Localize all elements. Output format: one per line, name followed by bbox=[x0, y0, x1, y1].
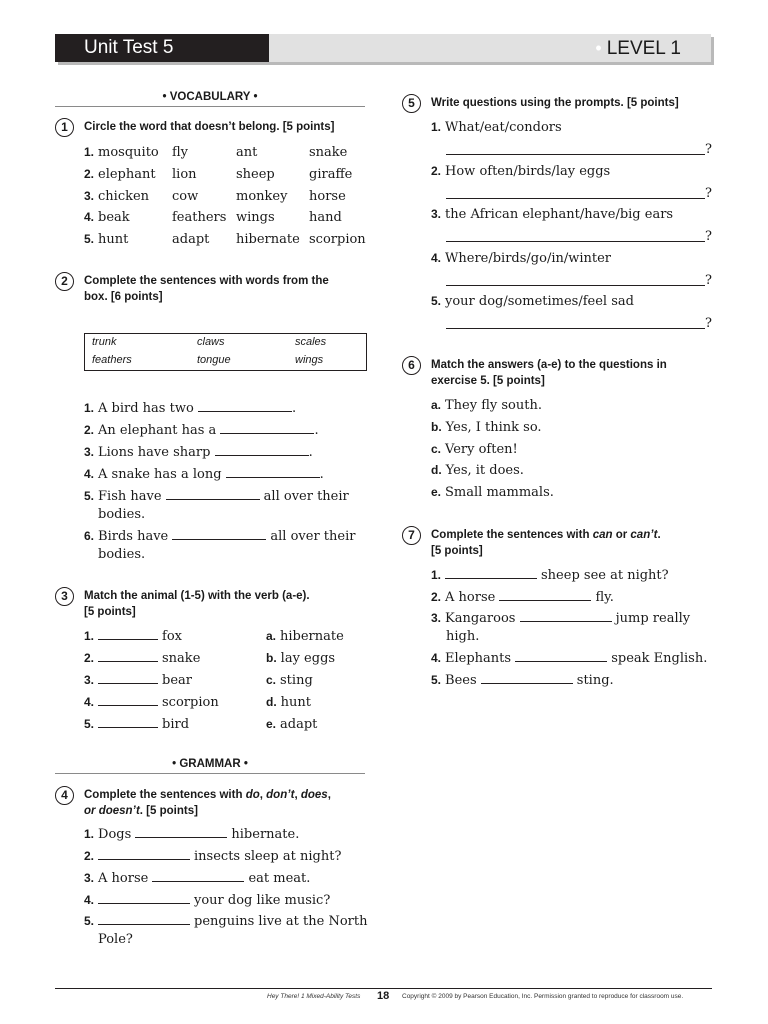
answer-line[interactable] bbox=[446, 328, 705, 329]
sentence-end: penguins live at the North bbox=[194, 914, 368, 929]
sentence-start: Bees bbox=[445, 673, 477, 688]
sentence-continuation: bodies. bbox=[98, 507, 146, 522]
option-letter: c. bbox=[266, 673, 277, 687]
word-option: sheep bbox=[236, 166, 275, 182]
exercise-7-title bbox=[431, 527, 661, 559]
answer-blank[interactable] bbox=[226, 476, 320, 478]
word-box-item: trunk bbox=[92, 336, 117, 348]
question-mark: ? bbox=[705, 229, 712, 244]
answer-line[interactable] bbox=[446, 241, 705, 242]
unit-title: Unit Test 5 bbox=[55, 34, 269, 62]
exercise-7-points: [5 points] bbox=[431, 545, 483, 557]
keyword-does: does bbox=[300, 789, 328, 801]
verb-text: hibernate bbox=[280, 629, 344, 644]
word-option: giraffe bbox=[309, 166, 353, 182]
answer-item bbox=[431, 420, 542, 435]
answer-blank[interactable] bbox=[515, 660, 607, 662]
word-option: cow bbox=[172, 188, 199, 204]
sentence-start: A snake has a long bbox=[98, 467, 222, 482]
answer-item bbox=[431, 398, 542, 413]
option-letter: d. bbox=[266, 695, 277, 709]
item-number: 3. bbox=[84, 673, 95, 687]
option-letter: e. bbox=[431, 485, 442, 500]
verb-text: hunt bbox=[280, 695, 312, 710]
option-letter: a. bbox=[431, 398, 442, 412]
answer-blank[interactable] bbox=[215, 454, 309, 456]
sentence-end: . bbox=[314, 423, 319, 438]
option-letter: e. bbox=[266, 717, 277, 731]
prompt-item bbox=[431, 164, 610, 179]
sentence-item bbox=[431, 651, 707, 666]
sentence-end: hibernate. bbox=[231, 827, 300, 842]
answer-item bbox=[431, 442, 518, 457]
item-number: 4. bbox=[431, 250, 442, 265]
item-number: 3. bbox=[84, 188, 95, 203]
sentence-item bbox=[431, 673, 614, 688]
item-number: 4. bbox=[84, 695, 95, 709]
sentence-item bbox=[84, 871, 310, 886]
animal-name: scorpion bbox=[162, 695, 219, 710]
sentence-start: A bird has two bbox=[98, 401, 194, 416]
animal-name: bird bbox=[162, 717, 190, 732]
exercise-3-number: 3 bbox=[55, 587, 74, 606]
match-item bbox=[84, 717, 189, 732]
item-number: 4. bbox=[84, 210, 95, 225]
answer-text: They fly south. bbox=[445, 398, 542, 413]
item-number: 5. bbox=[84, 489, 95, 503]
answer-blank[interactable] bbox=[98, 726, 158, 728]
sentence-item bbox=[431, 590, 614, 605]
item-number: 1. bbox=[84, 145, 95, 159]
answer-blank[interactable] bbox=[98, 923, 190, 925]
verb-option bbox=[266, 629, 344, 644]
sentence-end: sting. bbox=[576, 673, 614, 688]
exercise-2-title bbox=[84, 273, 329, 305]
word-box-item: scales bbox=[295, 336, 327, 348]
sentence-end: all over their bbox=[263, 489, 349, 504]
prompt-text: Where/birds/go/in/winter bbox=[445, 250, 612, 266]
answer-blank[interactable] bbox=[98, 638, 158, 640]
word-box-item: wings bbox=[295, 354, 324, 366]
sentence-start: An elephant has a bbox=[98, 423, 217, 438]
verb-text: sting bbox=[280, 673, 313, 688]
sentence-end: sheep see at night? bbox=[541, 568, 669, 583]
exercise-2-title-line1: Complete the sentences with words from the bbox=[84, 275, 329, 287]
answer-blank[interactable] bbox=[220, 432, 314, 434]
answer-blank[interactable] bbox=[445, 577, 537, 579]
answer-line[interactable] bbox=[446, 198, 705, 199]
answer-blank[interactable] bbox=[152, 880, 244, 882]
animal-name: bear bbox=[162, 673, 192, 688]
exercise-6-title-line2: exercise 5. [5 points] bbox=[431, 375, 545, 387]
word-box-item: feathers bbox=[92, 354, 132, 366]
exercise-2-number: 2 bbox=[55, 272, 74, 291]
sentence-end: . bbox=[319, 467, 324, 482]
sentence-start: Birds have bbox=[98, 529, 169, 544]
answer-text: Yes, it does. bbox=[445, 463, 524, 479]
item-number: 4. bbox=[84, 893, 95, 907]
level-label: LEVEL 1 bbox=[606, 38, 681, 59]
answer-blank[interactable] bbox=[98, 858, 190, 860]
word-option: fly bbox=[172, 145, 189, 160]
footer-rule bbox=[55, 988, 712, 989]
match-item bbox=[84, 651, 200, 666]
answer-text: Very often! bbox=[445, 441, 518, 457]
exercise-3-title-line1: Match the animal (1-5) with the verb (a-e). bbox=[84, 590, 310, 602]
word-option: horse bbox=[309, 188, 346, 204]
word-option: elephant bbox=[98, 166, 156, 182]
item-number: 1. bbox=[431, 568, 442, 582]
sentence-item bbox=[84, 893, 330, 908]
sentence-continuation: high. bbox=[446, 629, 480, 644]
sentence-end: fly. bbox=[595, 590, 614, 605]
option-letter: c. bbox=[431, 441, 442, 456]
word-box bbox=[84, 333, 367, 371]
answer-blank[interactable] bbox=[481, 682, 573, 684]
item-number: 3. bbox=[84, 445, 95, 459]
item-number: 5. bbox=[431, 673, 442, 687]
sentence-end: insects sleep at night? bbox=[194, 849, 342, 864]
item-number: 5. bbox=[84, 914, 95, 928]
answer-blank[interactable] bbox=[98, 682, 158, 684]
sentence-start: A horse bbox=[98, 871, 149, 886]
exercise-4-points: . [5 points] bbox=[139, 805, 198, 817]
word-option: mosquito bbox=[98, 145, 159, 160]
keyword-can: can bbox=[592, 529, 613, 541]
sentence-item bbox=[84, 445, 313, 460]
item-number: 3. bbox=[431, 611, 442, 625]
exercise-5-number: 5 bbox=[402, 94, 421, 113]
verb-option bbox=[266, 651, 335, 666]
sentence-item bbox=[84, 849, 341, 864]
title-sep: or bbox=[612, 529, 631, 541]
sentence-start: Dogs bbox=[98, 827, 132, 842]
answer-blank[interactable] bbox=[166, 498, 260, 500]
item-number: 1. bbox=[84, 629, 95, 643]
keyword-dont: don’t bbox=[266, 789, 295, 801]
exercise-4-number: 4 bbox=[55, 786, 74, 805]
question-mark: ? bbox=[705, 142, 712, 157]
item-number: 5. bbox=[84, 717, 95, 731]
word-box-item: claws bbox=[197, 336, 225, 348]
item-number: 1. bbox=[431, 120, 442, 134]
prompt-text: What/eat/condors bbox=[445, 120, 562, 135]
exercise-3-title bbox=[84, 588, 310, 620]
sentence-item bbox=[431, 568, 669, 583]
exercise-6-title bbox=[431, 357, 667, 389]
answer-blank[interactable] bbox=[135, 836, 227, 838]
sentence-end: eat meat. bbox=[248, 871, 311, 886]
answer-text: Small mammals. bbox=[445, 485, 554, 501]
prompt-item bbox=[431, 251, 611, 266]
word-row bbox=[84, 145, 159, 160]
item-number: 5. bbox=[84, 232, 95, 247]
question-mark: ? bbox=[705, 272, 712, 288]
exercise-7-title-text: Complete the sentences with bbox=[431, 529, 593, 541]
answer-line[interactable] bbox=[446, 154, 705, 155]
match-item bbox=[84, 629, 182, 644]
level-banner bbox=[269, 34, 711, 62]
prompt-text: How often/birds/lay eggs bbox=[445, 163, 611, 179]
footer-copyright: Copyright © 2009 by Pearson Education, Inc. Permission granted to reproduce for classroom use. bbox=[402, 993, 684, 1000]
word-box-item: tongue bbox=[197, 354, 231, 366]
sentence-item bbox=[84, 914, 367, 929]
match-item bbox=[84, 695, 219, 710]
word-row bbox=[84, 210, 130, 225]
word-option: beak bbox=[98, 210, 130, 226]
prompt-item bbox=[431, 207, 673, 222]
prompt-text: the African elephant/have/big ears bbox=[445, 207, 674, 222]
answer-blank[interactable] bbox=[520, 620, 612, 622]
sentence-end: . bbox=[291, 401, 297, 416]
item-number: 6. bbox=[84, 529, 95, 543]
level-bullet: • bbox=[595, 38, 602, 58]
word-row bbox=[84, 189, 149, 204]
sentence-continuation: Pole? bbox=[98, 932, 133, 947]
animal-name: snake bbox=[162, 651, 201, 666]
keyword-doesnt: or doesn’t bbox=[84, 805, 140, 817]
vocabulary-heading: • VOCABULARY • bbox=[55, 91, 365, 107]
keyword-cant: can’t bbox=[630, 529, 658, 541]
animal-name: fox bbox=[162, 629, 182, 644]
exercise-5-title: Write questions using the prompts. [5 points] bbox=[431, 97, 679, 109]
answer-item bbox=[431, 463, 524, 478]
sentence-continuation: bodies. bbox=[98, 547, 146, 562]
word-row bbox=[84, 167, 156, 182]
word-option: feathers bbox=[172, 210, 227, 226]
exercise-4-title bbox=[84, 787, 331, 819]
item-number: 2. bbox=[431, 590, 442, 604]
option-letter: d. bbox=[431, 463, 442, 478]
title-sep: , bbox=[327, 789, 331, 801]
item-number: 3. bbox=[84, 871, 95, 885]
answer-item bbox=[431, 485, 554, 500]
sentence-item bbox=[84, 827, 299, 842]
answer-line[interactable] bbox=[446, 285, 705, 286]
title-sep: , bbox=[259, 789, 267, 801]
item-number: 1. bbox=[84, 827, 95, 841]
exercise-1-number: 1 bbox=[55, 118, 74, 137]
sentence-start: Elephants bbox=[445, 651, 512, 666]
sentence-item bbox=[84, 423, 319, 438]
page-number: 18 bbox=[377, 990, 390, 1002]
word-option: snake bbox=[309, 145, 348, 160]
sentence-item bbox=[84, 489, 349, 504]
word-row bbox=[84, 232, 128, 247]
answer-blank[interactable] bbox=[98, 704, 158, 706]
sentence-start: Fish have bbox=[98, 489, 162, 504]
answer-blank[interactable] bbox=[198, 410, 292, 412]
item-number: 4. bbox=[84, 467, 95, 481]
verb-option bbox=[266, 673, 313, 688]
prompt-item bbox=[431, 294, 634, 309]
sentence-item bbox=[84, 529, 355, 544]
sentence-end: all over their bbox=[270, 529, 356, 544]
answer-text: Yes, I think so. bbox=[445, 419, 542, 435]
verb-option bbox=[266, 695, 311, 710]
item-number: 2. bbox=[431, 163, 442, 178]
sentence-end: speak English. bbox=[611, 651, 708, 666]
option-letter: b. bbox=[266, 651, 277, 665]
word-option: hibernate bbox=[236, 232, 300, 248]
answer-blank[interactable] bbox=[499, 599, 591, 601]
sentence-start: Kangaroos bbox=[445, 611, 516, 626]
exercise-6-title-line1: Match the answers (a-e) to the questions in bbox=[431, 359, 667, 371]
word-option: adapt bbox=[172, 232, 210, 248]
exercise-3-title-line2: [5 points] bbox=[84, 606, 136, 618]
exercise-4-title-text: Complete the sentences with bbox=[84, 789, 246, 801]
sentence-item bbox=[84, 401, 296, 416]
verb-text: lay eggs bbox=[280, 651, 336, 666]
title-sep: . bbox=[657, 529, 661, 541]
option-letter: a. bbox=[266, 629, 277, 643]
word-option: monkey bbox=[236, 188, 288, 204]
word-option: scorpion bbox=[309, 232, 366, 248]
option-letter: b. bbox=[431, 419, 442, 434]
prompt-text: your dog/sometimes/feel sad bbox=[445, 294, 634, 309]
item-number: 3. bbox=[431, 207, 442, 221]
sentence-end: jump really bbox=[615, 611, 691, 626]
item-number: 2. bbox=[84, 651, 95, 665]
exercise-2-title-line2: box. [6 points] bbox=[84, 291, 163, 303]
item-number: 5. bbox=[431, 294, 442, 308]
title-sep: , bbox=[294, 789, 301, 801]
item-number: 1. bbox=[84, 401, 95, 415]
exercise-6-number: 6 bbox=[402, 356, 421, 375]
footer-book-title: Hey There! 1 Mixed-Ability Tests bbox=[267, 993, 361, 1000]
verb-option bbox=[266, 717, 317, 732]
keyword-do: do bbox=[245, 789, 260, 801]
item-number: 2. bbox=[84, 166, 95, 181]
word-option: hunt bbox=[98, 232, 129, 248]
exercise-7-number: 7 bbox=[402, 526, 421, 545]
answer-blank[interactable] bbox=[172, 538, 266, 540]
word-option: lion bbox=[172, 166, 197, 182]
answer-blank[interactable] bbox=[98, 902, 190, 904]
verb-text: adapt bbox=[280, 717, 318, 732]
word-option: chicken bbox=[98, 188, 150, 204]
item-number: 2. bbox=[84, 423, 95, 437]
item-number: 2. bbox=[84, 849, 95, 863]
question-mark: ? bbox=[705, 185, 712, 201]
prompt-item bbox=[431, 120, 562, 135]
sentence-item bbox=[431, 611, 690, 626]
sentence-end: . bbox=[308, 445, 313, 460]
grammar-heading: • GRAMMAR • bbox=[55, 758, 365, 774]
word-option: wings bbox=[236, 210, 275, 226]
word-option: ant bbox=[236, 145, 258, 160]
question-mark: ? bbox=[705, 316, 712, 331]
sentence-item bbox=[84, 467, 324, 482]
exercise-1-title: Circle the word that doesn’t belong. [5 points] bbox=[84, 121, 335, 133]
word-option: hand bbox=[309, 210, 342, 226]
item-number: 4. bbox=[431, 651, 442, 665]
sentence-start: Lions have sharp bbox=[98, 445, 211, 460]
sentence-end: your dog like music? bbox=[194, 893, 331, 908]
answer-blank[interactable] bbox=[98, 660, 158, 662]
sentence-start: A horse bbox=[445, 590, 496, 605]
match-item bbox=[84, 673, 192, 688]
